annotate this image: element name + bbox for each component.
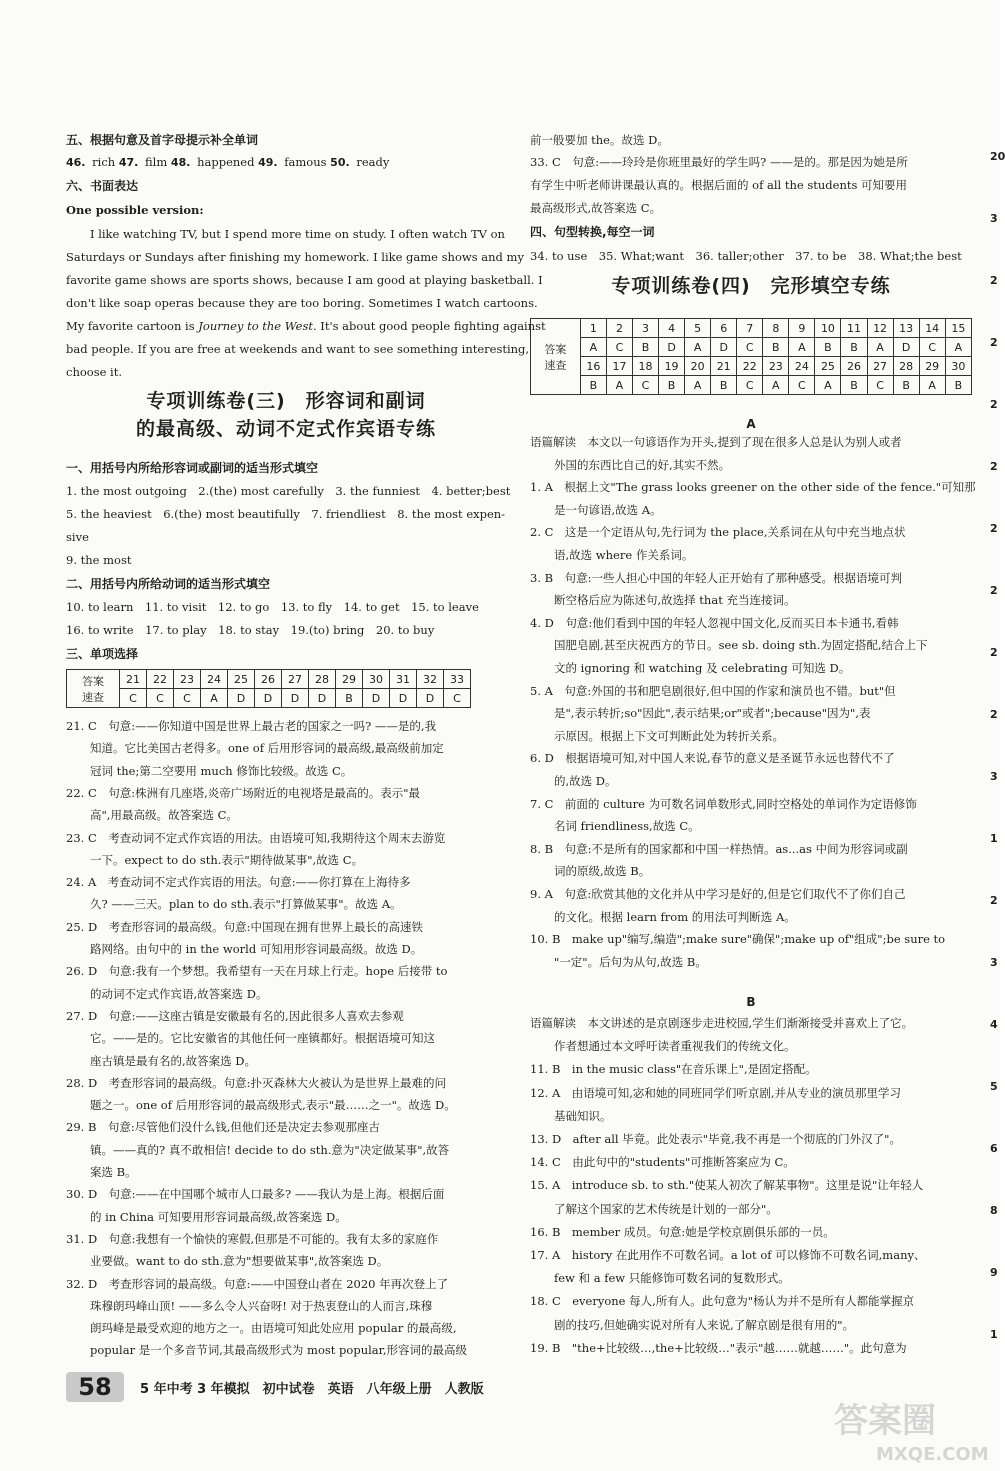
table-cell: A [606,376,632,395]
edge-fragment: 3 [990,956,998,969]
exam-4-title: 专项训练卷(四) 完形填空专练 [611,275,891,297]
table-cell: 3 [632,319,658,338]
table-row [531,338,972,357]
explanation-line: 25. D 考查形容词的最高级。句意:中国现在拥有世界上最长的高速铁 [66,919,424,934]
table-cell: C [919,338,945,357]
table-cell: 25 [815,357,841,376]
table-cell: 8 [763,319,789,338]
table-cell: 18 [632,357,658,376]
answer-table-3 [66,669,471,708]
explanation-line: 朗玛峰是最受欢迎的地方之一。由语境可知此处应用 popular 的最高级, [90,1321,457,1336]
q49-num: 49. [258,156,278,169]
explanation-line: 一下。expect to do sth.表示"期待做某事",故选 C。 [90,852,364,867]
table-cell: B [893,376,919,395]
table-cell: 23 [174,670,201,689]
right-top-line: 前一般要加 the。故选 D。 [530,133,669,147]
explanation-line: 28. D 考查形容词的最高级。句意:扑灭森林大火被认为是世界上最难的问 [66,1075,447,1090]
table-cell: 32 [417,670,444,689]
table-cell: B [580,376,606,395]
edge-fragment: 20 [990,150,1005,163]
edge-fragment: 3 [990,770,998,783]
watermark-url: MXQE.COM [876,1444,989,1465]
s4-line: 34. to use 35. What;want 36. taller;other 37. to be 38. What;the best [530,249,962,263]
edge-fragment: 1 [990,1328,998,1341]
explanation-line: 题之一。one of 后用形容词的最高级形式,表示"最……之一"。故选 D。 [90,1098,456,1113]
table-cell: B [763,338,789,357]
explanation-line: 案选 B。 [90,1165,137,1179]
essay-line: don't like soap operas because they are too boring. Sometimes I watch cartoons. [66,296,538,310]
table-cell: 16 [580,357,606,376]
table-cell: 12 [867,319,893,338]
essay-line [66,316,546,336]
s2-line: 10. to learn 11. to visit 12. to go 13. to fly 14. to get 15. to leave [66,600,479,614]
table-cell: C [632,376,658,395]
part-a-line: 名词 friendliness,故选 C。 [554,819,700,834]
part-a-line: 语,故选 where 作关系词。 [554,548,694,562]
table-cell: A [580,338,606,357]
part-b-line: 语篇解读 本文讲述的是京剧逐步走进校园,学生们渐渐接受并喜欢上了它。 [530,1016,914,1030]
table-cell: B [632,338,658,357]
table-cell: A [945,338,971,357]
part-a-line: 国肥皂剧,甚至庆祝西方的节日。see sb. doing sth.为固定搭配,结合上下 [554,638,928,653]
book-title: 5 年中考 3 年模拟 初中试卷 英语 八年级上册 人教版 [140,1382,484,1397]
edge-fragment: 2 [990,708,998,721]
q46-num: 46. [66,156,86,169]
q48-num: 48. [170,156,191,169]
essay-line: favorite game shows are sports shows, because I am good at playing basketball. I [66,273,543,287]
explanation-line: 镇。——真的? 真不敢相信! decide to do sth.意为"决定做某事",故答 [90,1142,450,1157]
essay-text: My favorite cartoon is [66,319,199,333]
right-top-line: 最高级形式,故答案选 C。 [530,201,662,215]
part-a-line: 9. A 句意:欣赏其他的文化并从中学习是好的,但是它们取代不了你们自己 [530,887,906,901]
table-cell: B [711,376,737,395]
table-cell: B [659,376,685,395]
explanation-line: 21. C 句意:——你知道中国是世界上最古老的国家之一吗? ——是的,我 [66,719,437,733]
part-a-line: 词的原级,故选 B。 [554,864,651,879]
table-cell: D [309,689,336,708]
part-b-line: 15. A introduce sb. to sth."使某人初次了解某事物"。这里是说"让年轻人 [530,1178,924,1193]
part-a-line: 文的 ignoring 和 watching 及 celebrating 可知选 D。 [554,661,851,675]
explanation-line: 的动词不定式作宾语,故答案选 D。 [90,986,268,1001]
table-label: 答案 速查 [67,670,120,708]
table-cell: 2 [606,319,632,338]
table-cell: 13 [893,319,919,338]
s1-title: 一、用括号内所给形容词或副词的适当形式填空 [66,461,319,475]
part-a-line: 语篇解读 本文以一句谚语作为开头,提到了现在很多人总是认为别人或者 [530,435,902,449]
edge-fragment: 9 [990,1266,998,1279]
table-cell: A [763,376,789,395]
part-a-line: 的文化。根据 learn from 的用法可判断选 A。 [554,909,796,924]
table-cell: 5 [685,319,711,338]
part-a-line: 的,故选 D。 [554,774,617,788]
explanation-line: 30. D 句意:——在中国哪个城市人口最多? ——我认为是上海。根据后面 [66,1187,445,1202]
table-cell: 28 [893,357,919,376]
explanation-line: 业要做。want to do sth.意为"想要做某事",故答案选 D。 [90,1254,389,1269]
table-cell: C [789,376,815,395]
explanation-line: 26. D 句意:我有一个梦想。我希望有一天在月球上行走。hope 后接带 to [66,964,448,979]
table-cell: B [815,338,841,357]
table-cell: C [147,689,174,708]
edge-fragment: 5 [990,1080,998,1093]
table-cell: D [282,689,309,708]
table-row [531,376,972,395]
table-cell: C [444,689,471,708]
explanation-line: 29. B 句意:尽管他们没什么钱,但他们还是决定去参观那座古 [66,1120,380,1135]
s2-line: 16. to write 17. to play 18. to stay 19.(to) bring 20. to buy [66,623,435,637]
q47-num: 47. [118,156,139,169]
part-b-line: few 和 a few 只能修饰可数名词的复数形式。 [554,1271,790,1286]
table-cell: 23 [763,357,789,376]
part-a-line: 5. A 句意:外国的书和肥皂剧很好,但中国的作家和演员也不错。but"但 [530,683,896,698]
table-cell: 27 [282,670,309,689]
edge-fragment: 2 [990,336,998,349]
explanation-line: 23. C 考查动词不定式作宾语的用法。由语境可知,我期待这个周末去游览 [66,830,446,845]
essay-title-italic: Journey to the West [198,319,313,333]
explanation-line: 27. D 句意:——这座古镇是安徽最有名的,因此很多人喜欢去参观 [66,1008,404,1023]
part-a-line: 示原因。根据上下文可判断此处为转折关系。 [554,728,784,743]
edge-fragment: 2 [990,398,998,411]
exam-3-title-line1: 专项训练卷(三) 形容词和副词 [146,390,426,412]
explanation-line: 冠词 the;第二空要用 much 修饰比较级。故选 C。 [90,763,353,778]
possible-version-label: One possible version: [66,203,204,217]
s1-line: 9. the most [66,553,132,567]
edge-fragment: 6 [990,1142,998,1155]
table-row [531,319,972,338]
table-cell: A [685,376,711,395]
table-cell: 24 [201,670,228,689]
part-a-line: "一定"。后句为从句,故选 B。 [554,954,707,969]
table-cell: D [228,689,255,708]
edge-fragment: 2 [990,460,998,473]
edge-fragment: 2 [990,522,998,535]
part-a-heading: A [746,417,756,431]
table-cell: 26 [841,357,867,376]
watermark-logo [826,1390,996,1468]
table-cell: 27 [867,357,893,376]
q46-ans: rich [88,155,119,169]
table-label: 答案 速查 [531,319,581,395]
table-cell: C [174,689,201,708]
explanation-line: 它。——是的。它比安徽省的其他任何一座镇都好。根据语境可知这 [90,1031,435,1046]
table-cell: B [841,376,867,395]
table-cell: C [737,376,763,395]
essay-line: Saturdays or Sundays after finishing my homework. I like game shows and my [66,250,524,264]
edge-fragment: 2 [990,274,998,287]
explanation-line: 31. D 句意:我想有一个愉快的寒假,但那是不可能的。我有太多的家庭作 [66,1231,439,1246]
table-cell: 29 [919,357,945,376]
section-5-answers [66,152,506,173]
table-cell: C [867,376,893,395]
s3-title: 三、单项选择 [66,647,139,661]
table-cell: 9 [789,319,815,338]
explanation-line: 24. A 考查动词不定式作宾语的用法。句意:——你打算在上海待多 [66,875,411,890]
table-cell: C [120,689,147,708]
table-cell: B [336,689,363,708]
table-cell: 31 [390,670,417,689]
part-b-line: 19. B "the+比较级…,the+比较级…"表示"越……就越……"。此句意为 [530,1340,907,1355]
table-cell: D [363,689,390,708]
table-cell: 29 [336,670,363,689]
s2-title: 二、用括号内所给动词的适当形式填空 [66,577,271,591]
s4-title: 四、句型转换,每空一词 [530,225,655,239]
table-cell: 22 [147,670,174,689]
right-top-line: 有学生中听老师讲课最认真的。根据后面的 of all the students 可知要用 [530,178,908,192]
explanation-line: 久? ——三天。plan to do sth.表示"打算做某事"。故选 A。 [90,897,402,912]
section-5-title: 五、根据句意及首字母提示补全单词 [66,133,259,147]
q47-ans: film [141,155,171,169]
table-cell: B [841,338,867,357]
table-cell: 19 [659,357,685,376]
table-cell: 24 [789,357,815,376]
explanation-line: 路网络。由句中的 in the world 可知用形容词最高级。故选 D。 [90,942,423,956]
part-b-line: 12. A 由语境可知,宓和她的同班同学们听京剧,并从专业的演员那里学习 [530,1085,902,1100]
essay-line: I like watching TV, but I spend more time on study. I often watch TV on [90,227,505,241]
table-cell: C [606,338,632,357]
table-cell: 28 [309,670,336,689]
edge-fragment: 4 [990,1018,998,1031]
table-cell: A [685,338,711,357]
part-b-line: 11. B in the music class"在音乐课上",是固定搭配。 [530,1062,817,1077]
table-cell: A [867,338,893,357]
watermark-text: 答案圈 [834,1401,936,1441]
part-a-line: 4. D 句意:他们看到中国的年轻人忽视中国文化,反而买日本卡通书,看韩 [530,615,899,630]
table-cell: A [919,376,945,395]
table-cell: 30 [363,670,390,689]
part-a-line: 10. B make up"编写,编造";make sure"确保";make up of"组成";be sure to [530,932,946,947]
part-b-line: 14. C 由此句中的"students"可推断答案应为 C。 [530,1155,795,1170]
part-a-line: 是一句谚语,故选 A。 [554,502,662,517]
answer-table-4 [530,318,972,395]
explanation-line: 座古镇是最有名的,故答案选 D。 [90,1053,257,1068]
table-cell: 14 [919,319,945,338]
table-cell: 30 [945,357,971,376]
part-b-line: 作者想通过本文呼吁读者重视我们的传统文化。 [554,1039,796,1054]
part-a-line: 1. A 根据上文"The grass looks greener on the other side of the fence."可知那 [530,480,976,495]
table-row [67,670,471,689]
section-6-title: 六、书面表达 [66,179,139,193]
table-cell: D [659,338,685,357]
edge-fragment: 2 [990,584,998,597]
right-top-line: 33. C 句意:——玲玲是你班里最好的学生吗? ——是的。那是因为她是所 [530,155,908,169]
table-cell: A [789,338,815,357]
explanation-line: 知道。它比美国古老得多。one of 后用形容词的最高级,最高级前加定 [90,741,444,756]
table-cell: 21 [711,357,737,376]
edge-fragment: 1 [990,832,998,845]
table-cell: B [945,376,971,395]
part-b-line: 13. D after all 毕竟。此处表示"毕竟,我不再是一个彻底的门外汉了"。 [530,1132,901,1146]
table-cell: 4 [659,319,685,338]
explanation-line: 32. D 考查形容词的最高级。句意:——中国登山者在 2020 年再次登上了 [66,1276,449,1291]
part-a-line: 7. C 前面的 culture 为可数名词单数形式,同时空格处的单词作为定语修饰 [530,796,917,811]
table-cell: 7 [737,319,763,338]
q50-ans: ready [352,155,390,169]
table-cell: 6 [711,319,737,338]
part-b-heading: B [746,995,756,1009]
edge-fragment: 2 [990,894,998,907]
table-cell: 21 [120,670,147,689]
part-a-line: 2. C 这是一个定语从句,先行词为 the place,关系词在从句中充当地点状 [530,525,906,540]
q48-ans: happened [193,155,259,169]
explanation-line: 高",用最高级。故答案选 C。 [90,808,238,823]
table-cell: 26 [255,670,282,689]
table-cell: C [737,338,763,357]
page-footer [66,1372,606,1406]
part-b-line: 18. C everyone 每人,所有人。此句意为"杨认为并不是所有人都能掌握京 [530,1294,915,1309]
next-page-edge [990,0,1005,1471]
table-cell: D [390,689,417,708]
table-cell: 25 [228,670,255,689]
table-cell: D [893,338,919,357]
table-cell: 20 [685,357,711,376]
table-row [531,357,972,376]
part-a-line: 3. B 句意:一些人担心中国的年轻人正开始有了那种感受。根据语境可判 [530,570,902,585]
essay-text: . It's about good people fighting against [312,319,546,333]
table-cell: 10 [815,319,841,338]
table-cell: D [711,338,737,357]
edge-fragment: 3 [990,212,998,225]
s1-line: 1. the most outgoing 2.(the) most carefully 3. the funniest 4. better;best [66,484,511,498]
explanation-line: 的 in China 可知要用形容词最高级,故答案选 D。 [90,1209,347,1224]
part-a-line: 断空格后应为陈述句,故选择 that 充当连接词。 [554,593,796,608]
part-b-line: 基础知识。 [554,1108,612,1123]
explanation-line: 22. C 句意:株洲有几座塔,炎帝广场附近的电视塔是最高的。表示"最 [66,785,421,800]
s1-line: 5. the heaviest 6.(the) most beautifully 7. friendliest 8. the most expen- [66,507,506,521]
part-a-line: 外国的东西比自己的好,其实不然。 [554,457,731,472]
edge-fragment: 2 [990,646,998,659]
table-cell: 15 [945,319,971,338]
table-cell: D [255,689,282,708]
q49-ans: famous [280,155,331,169]
s1-line: sive [66,530,89,544]
explanation-line: 珠穆朗玛峰山顶! ——多么令人兴奋呀! 对于热衷登山的人而言,珠穆 [90,1298,433,1313]
part-b-line: 剧的技巧,但她确实说对所有人来说,了解京剧是很有用的"。 [554,1317,855,1332]
table-row [67,689,471,708]
part-b-line: 17. A history 在此用作不可数名词。a lot of 可以修饰不可数名词,many、 [530,1248,926,1262]
table-cell: 33 [444,670,471,689]
table-cell: 11 [841,319,867,338]
table-cell: 17 [606,357,632,376]
essay-line: bad people. If you are free at weekends and want to see something interesting, [66,342,530,356]
table-cell: 22 [737,357,763,376]
part-a-line: 6. D 根据语境可知,对中国人来说,春节的意义是圣诞节永远也替代不了 [530,751,895,766]
explanation-line: popular 是一个多音节词,其最高级形式为 most popular,形容词的最高级 [90,1343,468,1358]
essay-line: choose it. [66,365,123,379]
edge-fragment: 8 [990,1204,998,1217]
q50-num: 50. [330,156,350,169]
part-a-line: 8. B 句意:不是所有的国家都和中国一样热情。as...as 中间为形容词或副 [530,841,908,856]
page-number: 58 [66,1372,124,1402]
part-b-line: 16. B member 成员。句意:她是学校京剧俱乐部的一员。 [530,1224,835,1239]
table-cell: A [815,376,841,395]
table-cell: D [417,689,444,708]
table-cell: 1 [580,319,606,338]
part-a-line: 是",表示转折;so"因此",表示结果;or"或者";because"因为",表 [554,706,871,721]
part-b-line: 了解这个国家的艺术传统是计划的一部分"。 [554,1201,778,1216]
table-cell: A [201,689,228,708]
exam-3-title-line2: 的最高级、动词不定式作宾语专练 [135,418,436,440]
